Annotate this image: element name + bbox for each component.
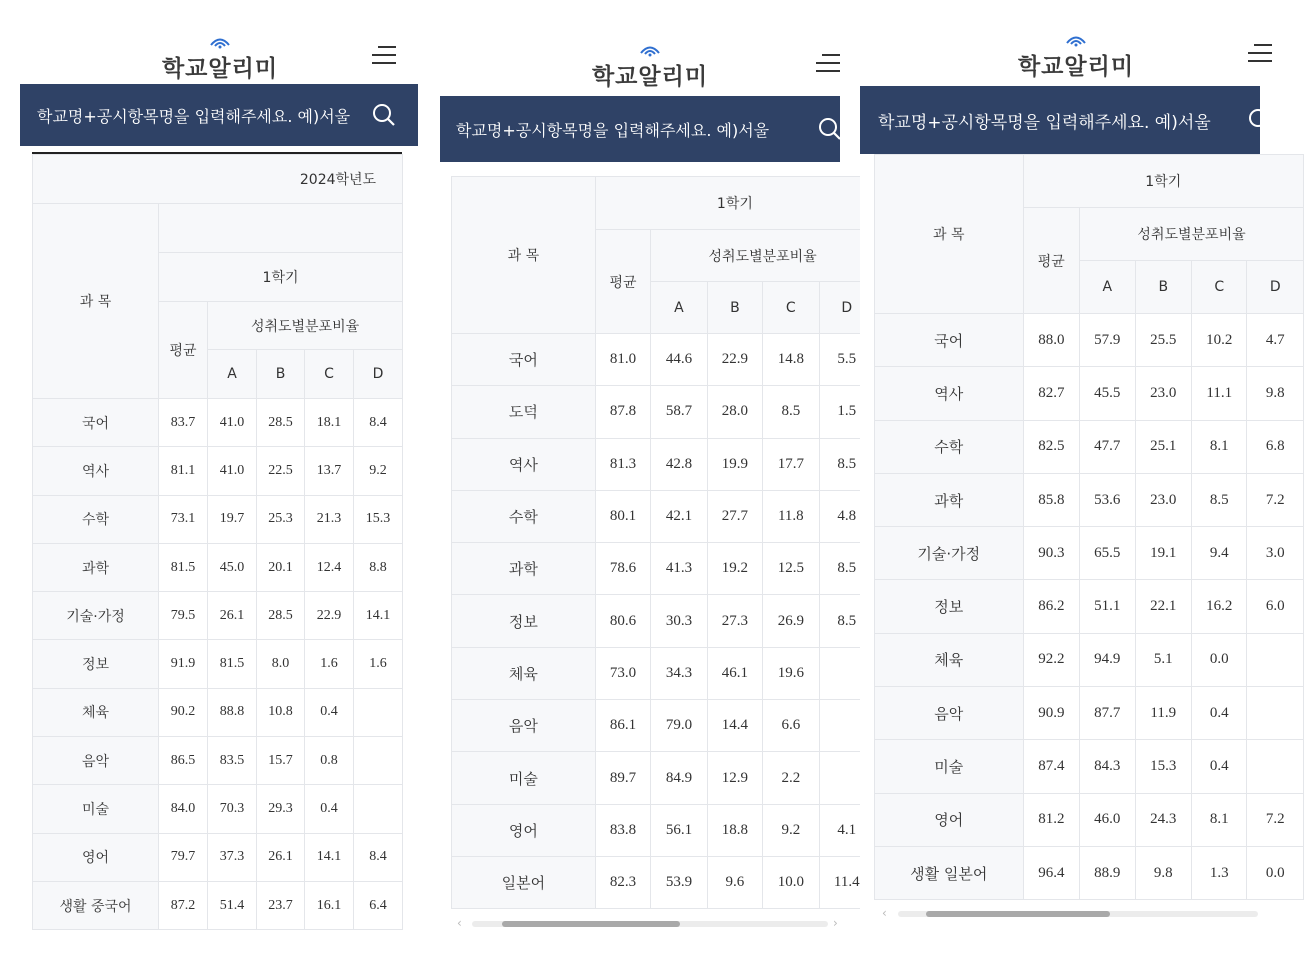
- grade-a-cell: 88.9: [1080, 846, 1135, 899]
- app-logo[interactable]: [590, 44, 710, 90]
- average-cell: 85.8: [1023, 473, 1080, 526]
- grade-a-cell: 41.0: [208, 399, 257, 447]
- average-cell: 73.0: [595, 647, 650, 699]
- grade-a-header: A: [651, 282, 707, 334]
- average-header: 평균: [1023, 208, 1080, 314]
- subject-cell: 국어: [33, 399, 159, 447]
- grade-d-header: D: [354, 350, 403, 399]
- subject-cell: 도덕: [452, 386, 596, 438]
- wifi-icon: [639, 44, 661, 56]
- average-cell: 92.2: [1023, 633, 1080, 686]
- table-body: [33, 399, 403, 930]
- table-row: [875, 633, 1304, 686]
- table-row: [452, 856, 875, 908]
- grade-d-cell: 6.4: [354, 881, 403, 929]
- grade-d-cell: [1247, 740, 1304, 793]
- table-row: [875, 314, 1304, 367]
- table-row: [452, 595, 875, 647]
- average-cell: 81.2: [1023, 793, 1080, 846]
- grade-c-cell: 22.9: [305, 592, 354, 640]
- grade-d-cell: 3.0: [1247, 527, 1304, 580]
- grade-d-cell: 9.8: [1247, 367, 1304, 420]
- grade-a-cell: 84.3: [1080, 740, 1135, 793]
- grade-c-header: C: [1192, 261, 1247, 314]
- table-row: [875, 367, 1304, 420]
- search-bar[interactable]: [20, 84, 418, 146]
- grade-b-cell: 19.1: [1135, 527, 1192, 580]
- search-icon[interactable]: [1248, 108, 1272, 132]
- average-cell: 80.6: [595, 595, 650, 647]
- horizontal-scrollbar[interactable]: [472, 921, 828, 927]
- grade-c-cell: 18.1: [305, 399, 354, 447]
- average-header: 평균: [595, 230, 650, 334]
- table-body: [875, 314, 1304, 900]
- grade-c-cell: 11.8: [763, 490, 819, 542]
- average-cell: 89.7: [595, 752, 650, 804]
- grade-d-cell: 7.2: [1247, 793, 1304, 846]
- grade-d-cell: 7.2: [1247, 473, 1304, 526]
- average-cell: 86.1: [595, 700, 650, 752]
- grade-a-cell: 81.5: [208, 640, 257, 688]
- grade-c-cell: 8.1: [1192, 420, 1247, 473]
- grade-a-cell: 19.7: [208, 495, 257, 543]
- grade-c-header: C: [305, 350, 354, 399]
- grade-d-cell: [354, 785, 403, 833]
- horizontal-scrollbar[interactable]: [898, 911, 1258, 917]
- grade-d-cell: [354, 688, 403, 736]
- logo-text: 학교알리미: [1017, 54, 1135, 80]
- table-row: [875, 527, 1304, 580]
- grade-c-cell: 0.4: [1192, 687, 1247, 740]
- average-cell: 96.4: [1023, 846, 1080, 899]
- table-row: [452, 647, 875, 699]
- table-row: [452, 752, 875, 804]
- semester-header: 1학기: [595, 177, 874, 230]
- grade-c-cell: 14.1: [305, 833, 354, 881]
- grades-table: [874, 154, 1304, 900]
- average-cell: 86.5: [159, 737, 208, 785]
- average-cell: 80.1: [595, 490, 650, 542]
- average-cell: 79.7: [159, 833, 208, 881]
- average-cell: 79.5: [159, 592, 208, 640]
- grade-c-cell: 8.1: [1192, 793, 1247, 846]
- search-input[interactable]: 학교명+공시항목명을 입력해주세요. 예)서울: [456, 121, 770, 140]
- grade-a-cell: 42.8: [651, 438, 707, 490]
- table-row: [33, 688, 403, 736]
- average-cell: 88.0: [1023, 314, 1080, 367]
- grade-a-cell: 94.9: [1080, 633, 1135, 686]
- grade-d-cell: 11.4: [819, 856, 874, 908]
- subject-cell: 생활 일본어: [875, 846, 1024, 899]
- grade-b-cell: 28.5: [257, 399, 305, 447]
- table-row: [33, 592, 403, 640]
- grade-c-cell: 1.6: [305, 640, 354, 688]
- ratio-header: 성취도별분포비율: [208, 302, 403, 350]
- grade-c-cell: 0.8: [305, 737, 354, 785]
- grade-c-cell: 19.6: [763, 647, 819, 699]
- grade-b-cell: 22.9: [707, 334, 762, 386]
- table-row: [33, 737, 403, 785]
- scrollbar-thumb[interactable]: [502, 921, 680, 927]
- table-row: [452, 700, 875, 752]
- wifi-icon: [1065, 34, 1087, 46]
- grade-b-cell: 28.5: [257, 592, 305, 640]
- grade-c-cell: 21.3: [305, 495, 354, 543]
- grade-c-cell: 17.7: [763, 438, 819, 490]
- average-cell: 87.4: [1023, 740, 1080, 793]
- grade-b-cell: 22.5: [257, 447, 305, 495]
- table-row: [875, 846, 1304, 899]
- average-cell: 84.0: [159, 785, 208, 833]
- average-cell: 83.7: [159, 399, 208, 447]
- subject-header: 과 목: [33, 204, 159, 399]
- subject-cell: 기술·가정: [33, 592, 159, 640]
- ratio-header: 성취도별분포비율: [651, 230, 875, 282]
- table-row: [875, 687, 1304, 740]
- hamburger-menu-icon[interactable]: [816, 54, 840, 72]
- hamburger-menu-icon[interactable]: [1248, 44, 1272, 62]
- grade-d-header: D: [819, 282, 874, 334]
- school-year: 2024학년도: [33, 155, 403, 204]
- search-icon[interactable]: [818, 117, 842, 141]
- average-header: 평균: [159, 302, 208, 399]
- grade-a-cell: 88.8: [208, 688, 257, 736]
- grade-c-cell: 26.9: [763, 595, 819, 647]
- grade-a-cell: 34.3: [651, 647, 707, 699]
- grade-a-cell: 30.3: [651, 595, 707, 647]
- grade-b-cell: 19.9: [707, 438, 762, 490]
- grade-c-cell: 10.0: [763, 856, 819, 908]
- table-row: [875, 740, 1304, 793]
- grade-c-cell: 6.6: [763, 700, 819, 752]
- average-cell: 78.6: [595, 543, 650, 595]
- grade-c-cell: 0.4: [305, 785, 354, 833]
- ratio-header: 성취도별분포비율: [1080, 208, 1304, 261]
- grade-a-cell: 70.3: [208, 785, 257, 833]
- average-cell: 81.1: [159, 447, 208, 495]
- grade-b-cell: 29.3: [257, 785, 305, 833]
- grade-b-cell: 10.8: [257, 688, 305, 736]
- grade-a-cell: 46.0: [1080, 793, 1135, 846]
- grade-d-cell: 8.4: [354, 399, 403, 447]
- grade-b-cell: 15.3: [1135, 740, 1192, 793]
- grade-c-cell: 0.4: [305, 688, 354, 736]
- grade-b-cell: 28.0: [707, 386, 762, 438]
- grade-b-cell: 12.9: [707, 752, 762, 804]
- grade-d-cell: 8.5: [819, 595, 874, 647]
- semester-header: 1학기: [1023, 155, 1303, 208]
- grade-a-cell: 51.4: [208, 881, 257, 929]
- average-cell: 90.2: [159, 688, 208, 736]
- grade-b-cell: 23.7: [257, 881, 305, 929]
- grade-b-cell: 22.1: [1135, 580, 1192, 633]
- grade-b-header: B: [1135, 261, 1192, 314]
- table-row: [33, 881, 403, 929]
- table-row: [452, 438, 875, 490]
- grade-c-cell: 13.7: [305, 447, 354, 495]
- grade-c-cell: 12.4: [305, 543, 354, 591]
- table-row: [33, 495, 403, 543]
- subject-header: 과 목: [875, 155, 1024, 314]
- subject-cell: 과학: [875, 473, 1024, 526]
- grade-d-cell: [354, 737, 403, 785]
- grade-a-cell: 51.1: [1080, 580, 1135, 633]
- grades-table: [451, 176, 875, 909]
- scroll-left-icon[interactable]: ‹: [457, 916, 462, 930]
- grade-b-cell: 24.3: [1135, 793, 1192, 846]
- grade-a-cell: 45.5: [1080, 367, 1135, 420]
- average-cell: 87.2: [159, 881, 208, 929]
- grade-a-cell: 84.9: [651, 752, 707, 804]
- grade-a-cell: 87.7: [1080, 687, 1135, 740]
- grade-b-cell: 46.1: [707, 647, 762, 699]
- semester-header: 1학기: [159, 253, 403, 302]
- subject-cell: 미술: [452, 752, 596, 804]
- grade-a-cell: 42.1: [651, 490, 707, 542]
- table-row: [33, 785, 403, 833]
- grade-d-cell: 14.1: [354, 592, 403, 640]
- grade-d-cell: 1.5: [819, 386, 874, 438]
- grade-d-cell: 8.8: [354, 543, 403, 591]
- grade-d-cell: 5.5: [819, 334, 874, 386]
- scroll-left-icon[interactable]: ‹: [882, 906, 887, 920]
- grade-a-cell: 83.5: [208, 737, 257, 785]
- grade-b-header: B: [707, 282, 762, 334]
- subject-cell: 정보: [33, 640, 159, 688]
- grade-c-cell: 16.2: [1192, 580, 1247, 633]
- grade-b-cell: 19.2: [707, 543, 762, 595]
- subject-cell: 역사: [452, 438, 596, 490]
- subject-cell: 체육: [875, 633, 1024, 686]
- grade-d-cell: 4.1: [819, 804, 874, 856]
- grade-a-cell: 53.9: [651, 856, 707, 908]
- subject-cell: 정보: [452, 595, 596, 647]
- average-cell: 90.9: [1023, 687, 1080, 740]
- table-row: [452, 386, 875, 438]
- grade-a-cell: 47.7: [1080, 420, 1135, 473]
- grade-c-cell: 16.1: [305, 881, 354, 929]
- table-row: [452, 490, 875, 542]
- grade-d-cell: 8.4: [354, 833, 403, 881]
- grade-c-cell: 2.2: [763, 752, 819, 804]
- logo-text: 학교알리미: [161, 56, 279, 82]
- table-row: [33, 543, 403, 591]
- grade-a-header: A: [1080, 261, 1135, 314]
- table-row: [875, 793, 1304, 846]
- grade-b-cell: 27.7: [707, 490, 762, 542]
- search-bar[interactable]: [440, 96, 840, 162]
- grade-a-cell: 56.1: [651, 804, 707, 856]
- table-row: [33, 640, 403, 688]
- search-input[interactable]: 학교명+공시항목명을 입력해주세요. 예)서울: [37, 107, 351, 126]
- grade-b-cell: 26.1: [257, 833, 305, 881]
- grade-d-cell: 6.8: [1247, 420, 1304, 473]
- grade-c-cell: 9.4: [1192, 527, 1247, 580]
- subject-cell: 기술·가정: [875, 527, 1024, 580]
- grade-c-cell: 12.5: [763, 543, 819, 595]
- grade-b-cell: 20.1: [257, 543, 305, 591]
- grade-c-cell: 0.4: [1192, 740, 1247, 793]
- subject-header: 과 목: [452, 177, 596, 334]
- average-cell: 82.3: [595, 856, 650, 908]
- subject-cell: 정보: [875, 580, 1024, 633]
- grade-b-cell: 18.8: [707, 804, 762, 856]
- grade-a-cell: 79.0: [651, 700, 707, 752]
- grade-a-cell: 57.9: [1080, 314, 1135, 367]
- grade-a-cell: 53.6: [1080, 473, 1135, 526]
- average-cell: 87.8: [595, 386, 650, 438]
- grade-b-cell: 25.3: [257, 495, 305, 543]
- table-row: [875, 580, 1304, 633]
- subject-cell: 수학: [452, 490, 596, 542]
- grade-d-cell: 8.5: [819, 543, 874, 595]
- grade-c-cell: 0.0: [1192, 633, 1247, 686]
- table-row: [33, 833, 403, 881]
- grade-d-cell: 4.8: [819, 490, 874, 542]
- table-row: [452, 804, 875, 856]
- grade-c-cell: 8.5: [1192, 473, 1247, 526]
- subject-cell: 체육: [33, 688, 159, 736]
- app-logo[interactable]: [160, 36, 280, 82]
- table-row: [33, 399, 403, 447]
- grade-a-cell: 41.0: [208, 447, 257, 495]
- table-body: [452, 334, 875, 909]
- grade-c-cell: 14.8: [763, 334, 819, 386]
- grade-b-cell: 25.5: [1135, 314, 1192, 367]
- grade-b-cell: 23.0: [1135, 367, 1192, 420]
- grade-b-cell: 9.6: [707, 856, 762, 908]
- grade-a-cell: 41.3: [651, 543, 707, 595]
- subject-cell: 영어: [452, 804, 596, 856]
- average-cell: 91.9: [159, 640, 208, 688]
- grade-d-cell: 9.2: [354, 447, 403, 495]
- grade-a-cell: 44.6: [651, 334, 707, 386]
- table-row: [452, 334, 875, 386]
- subject-cell: 영어: [33, 833, 159, 881]
- grade-a-cell: 45.0: [208, 543, 257, 591]
- grade-b-cell: 11.9: [1135, 687, 1192, 740]
- grade-d-cell: [1247, 687, 1304, 740]
- grade-d-header: D: [1247, 261, 1304, 314]
- subject-cell: 음악: [33, 737, 159, 785]
- scroll-right-icon[interactable]: ›: [833, 916, 838, 930]
- grade-d-cell: 0.0: [1247, 846, 1304, 899]
- subject-cell: 국어: [452, 334, 596, 386]
- subject-cell: 일본어: [452, 856, 596, 908]
- table-row: [875, 420, 1304, 473]
- grade-d-cell: 15.3: [354, 495, 403, 543]
- grade-c-header: C: [763, 282, 819, 334]
- subject-cell: 과학: [33, 543, 159, 591]
- average-cell: 90.3: [1023, 527, 1080, 580]
- grade-b-cell: 25.1: [1135, 420, 1192, 473]
- subject-cell: 역사: [875, 367, 1024, 420]
- table-row: [452, 543, 875, 595]
- grade-a-header: A: [208, 350, 257, 399]
- scrollbar-thumb[interactable]: [926, 911, 1110, 917]
- subject-cell: 미술: [875, 740, 1024, 793]
- grade-c-cell: 9.2: [763, 804, 819, 856]
- subject-cell: 영어: [875, 793, 1024, 846]
- grade-b-cell: 15.7: [257, 737, 305, 785]
- subject-cell: 체육: [452, 647, 596, 699]
- grade-d-cell: 8.5: [819, 438, 874, 490]
- grade-a-cell: 65.5: [1080, 527, 1135, 580]
- grade-a-cell: 58.7: [651, 386, 707, 438]
- grade-b-cell: 8.0: [257, 640, 305, 688]
- search-bar[interactable]: [860, 86, 1260, 154]
- search-icon[interactable]: [372, 103, 396, 127]
- grade-c-cell: 10.2: [1192, 314, 1247, 367]
- subject-cell: 국어: [875, 314, 1024, 367]
- grade-d-cell: 6.0: [1247, 580, 1304, 633]
- average-cell: 82.7: [1023, 367, 1080, 420]
- screenshot-panel-2: [440, 30, 860, 935]
- grade-b-header: B: [257, 350, 305, 399]
- subject-cell: 음악: [452, 700, 596, 752]
- average-cell: 83.8: [595, 804, 650, 856]
- search-input[interactable]: 학교명+공시항목명을 입력해주세요. 예)서울: [878, 113, 1211, 133]
- subject-cell: 수학: [875, 420, 1024, 473]
- grade-d-cell: 1.6: [354, 640, 403, 688]
- grade-b-cell: 14.4: [707, 700, 762, 752]
- average-cell: 86.2: [1023, 580, 1080, 633]
- grade-b-cell: 23.0: [1135, 473, 1192, 526]
- subject-cell: 역사: [33, 447, 159, 495]
- hamburger-menu-icon[interactable]: [372, 46, 396, 64]
- wifi-icon: [209, 36, 231, 48]
- average-cell: 81.3: [595, 438, 650, 490]
- grade-b-cell: 27.3: [707, 595, 762, 647]
- table-row: [875, 473, 1304, 526]
- screenshot-panel-1: [20, 22, 418, 932]
- grade-d-cell: 4.7: [1247, 314, 1304, 367]
- average-cell: 82.5: [1023, 420, 1080, 473]
- grade-a-cell: 26.1: [208, 592, 257, 640]
- app-logo[interactable]: [1016, 34, 1136, 80]
- screenshot-panel-3: [860, 22, 1285, 927]
- average-cell: 73.1: [159, 495, 208, 543]
- average-cell: 81.5: [159, 543, 208, 591]
- average-cell: 81.0: [595, 334, 650, 386]
- grade-b-cell: 5.1: [1135, 633, 1192, 686]
- grade-c-cell: 8.5: [763, 386, 819, 438]
- grades-table: [32, 154, 403, 930]
- subject-cell: 음악: [875, 687, 1024, 740]
- subject-cell: 수학: [33, 495, 159, 543]
- grade-d-cell: [1247, 633, 1304, 686]
- grade-c-cell: 1.3: [1192, 846, 1247, 899]
- subject-cell: 미술: [33, 785, 159, 833]
- table-row: [33, 447, 403, 495]
- logo-text: 학교알리미: [591, 64, 709, 90]
- grade-a-cell: 37.3: [208, 833, 257, 881]
- subject-cell: 과학: [452, 543, 596, 595]
- subject-cell: 생활 중국어: [33, 881, 159, 929]
- grade-b-cell: 9.8: [1135, 846, 1192, 899]
- grade-c-cell: 11.1: [1192, 367, 1247, 420]
